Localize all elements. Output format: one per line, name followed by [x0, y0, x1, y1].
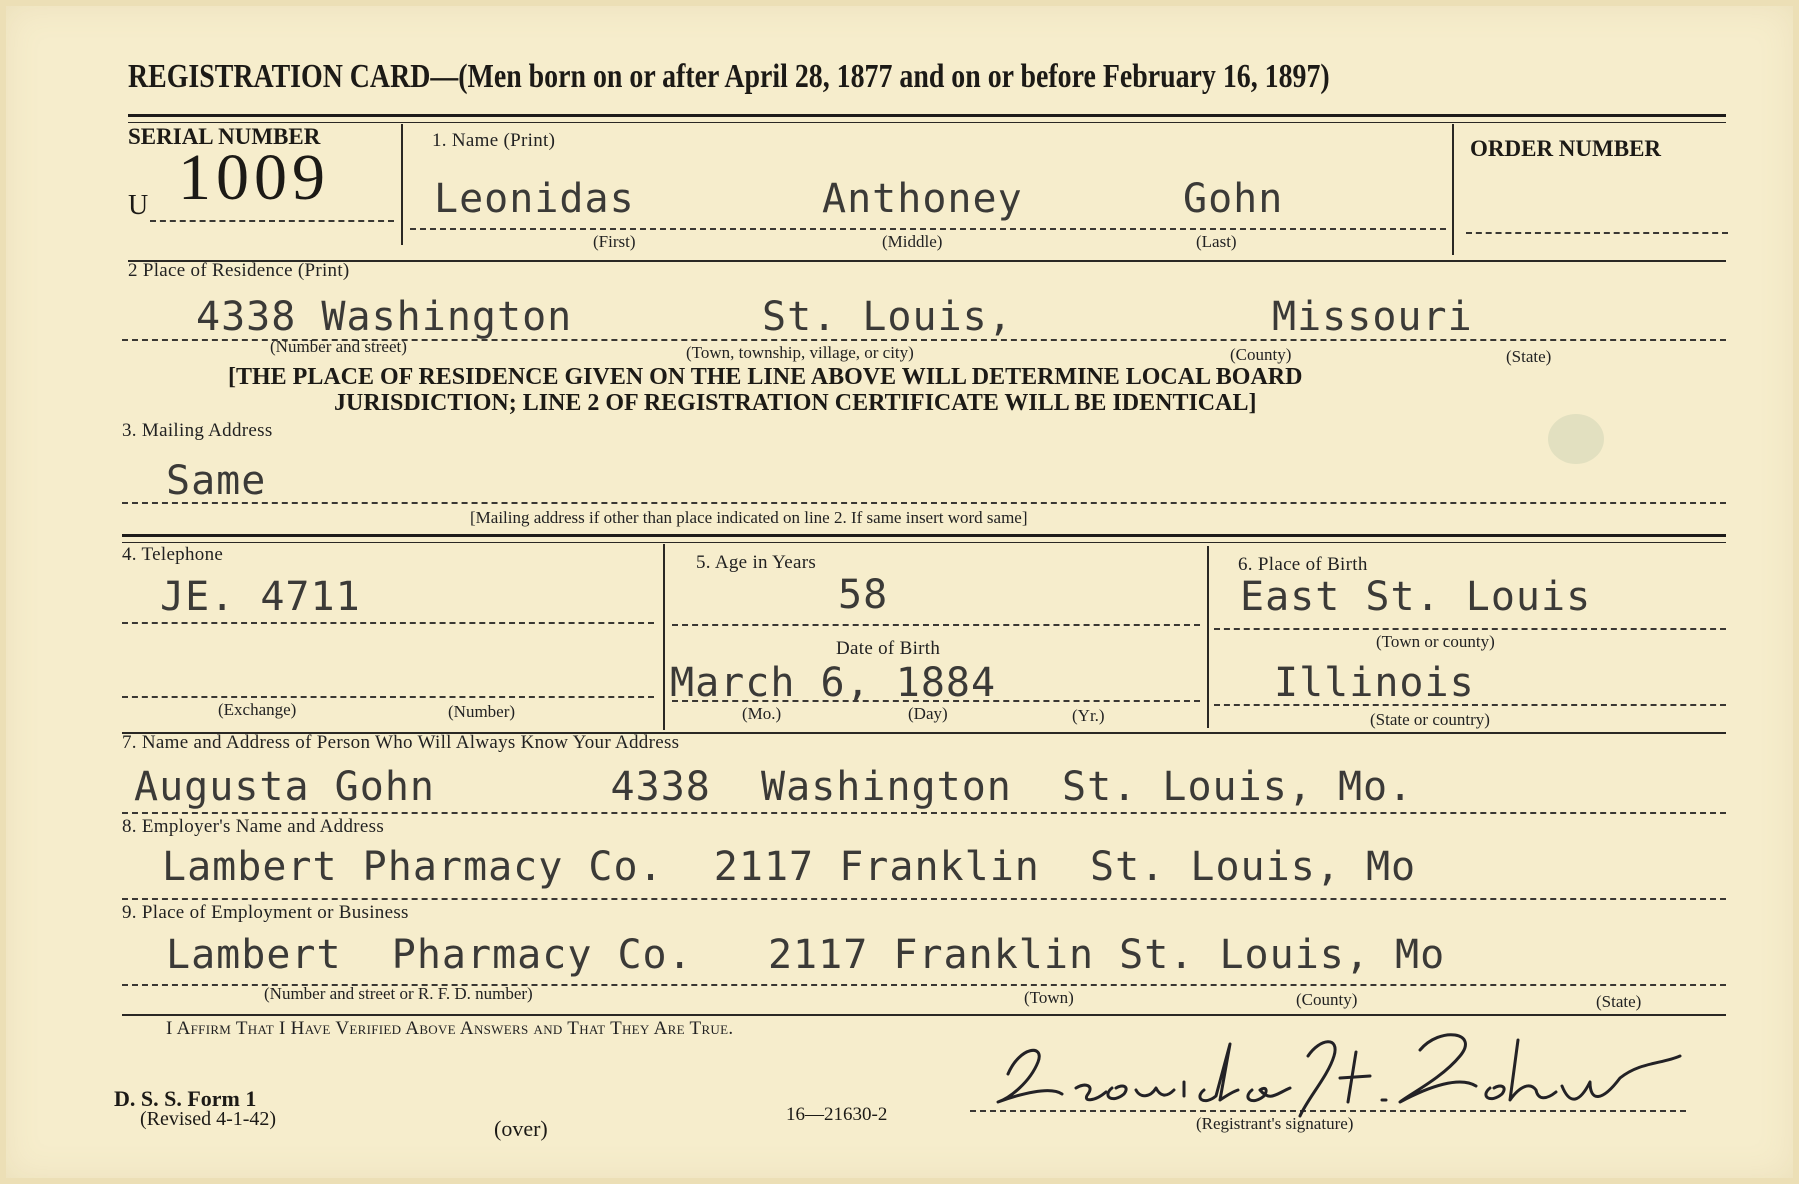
birthplace-label: 6. Place of Birth — [1238, 554, 1368, 575]
telephone-exchange-caption: (Exchange) — [218, 700, 297, 719]
dob-day-caption: (Day) — [908, 704, 948, 723]
name-middle-caption: (Middle) — [882, 232, 943, 251]
residence-street-caption: (Number and street) — [270, 337, 407, 356]
name-line — [410, 228, 1446, 230]
residence-city: St. Louis, — [762, 294, 1013, 340]
employment-value: Lambert Pharmacy Co. 2117 Franklin St. Louis, Mo — [166, 932, 1446, 978]
telephone-divider — [663, 544, 665, 730]
signature-caption: (Registrant's signature) — [1196, 1114, 1354, 1133]
form-number: D. S. S. Form 1 — [114, 1086, 257, 1111]
name-first-caption: (First) — [593, 232, 636, 251]
telephone-label: 4. Telephone — [122, 544, 224, 565]
age-value: 58 — [838, 572, 889, 618]
name-last: Gohn — [1183, 176, 1284, 222]
dob-line — [672, 700, 1200, 702]
mailing-line — [122, 502, 1726, 504]
contact-label: 7. Name and Address of Person Who Will Always Know Your Address — [122, 732, 680, 753]
birthplace-town: East St. Louis — [1240, 574, 1592, 620]
employment-state-caption: (State) — [1596, 992, 1642, 1011]
employment-county-caption: (County) — [1296, 990, 1358, 1009]
mailing-value: Same — [166, 458, 267, 504]
residence-notice-line2: JURISDICTION; LINE 2 OF REGISTRATION CERTIFICATE WILL BE IDENTICAL] — [334, 390, 1257, 416]
birthplace-town-caption: (Town or county) — [1376, 632, 1495, 651]
telephone-value: JE. 4711 — [160, 574, 361, 620]
birthplace-state-caption: (State or country) — [1370, 710, 1490, 729]
section-rule-1 — [128, 260, 1726, 262]
birthplace-town-line — [1214, 628, 1726, 630]
birthplace-state: Illinois — [1274, 660, 1475, 706]
name-first: Leonidas — [434, 176, 635, 222]
top-rule-thin — [128, 122, 1726, 123]
dob-mo-caption: (Mo.) — [742, 704, 782, 723]
dob-label: Date of Birth — [836, 638, 941, 659]
serial-divider — [401, 124, 403, 245]
order-divider — [1452, 124, 1454, 255]
residence-street: 4338 Washington — [196, 294, 573, 340]
employer-value: Lambert Pharmacy Co. 2117 Franklin St. Louis, Mo — [162, 844, 1417, 890]
registrant-signature — [990, 1016, 1690, 1120]
employment-street-caption: (Number and street or R. F. D. number) — [264, 984, 533, 1003]
residence-state-value: Missouri — [1272, 294, 1473, 340]
residence-notice-line1: [THE PLACE OF RESIDENCE GIVEN ON THE LINE ABOVE WILL DETERMINE LOCAL BOARD — [228, 364, 1303, 390]
telephone-line-1 — [122, 622, 654, 624]
residence-state-caption: (State) — [1506, 347, 1552, 366]
employment-town-caption: (Town) — [1024, 988, 1074, 1007]
order-label: ORDER NUMBER — [1470, 136, 1662, 161]
serial-line — [150, 220, 394, 222]
print-code: 16—21630-2 — [786, 1104, 888, 1125]
order-line — [1466, 232, 1728, 234]
telephone-line-2 — [122, 696, 654, 698]
serial-prefix: U — [128, 190, 149, 221]
serial-label: SERIAL NUMBER — [128, 124, 321, 149]
section-rule-2-thin — [122, 542, 1726, 543]
name-last-caption: (Last) — [1196, 232, 1237, 251]
residence-label: 2 Place of Residence (Print) — [128, 260, 350, 281]
contact-line — [122, 812, 1726, 814]
name-middle: Anthoney — [822, 176, 1023, 222]
serial-number: 1009 — [178, 141, 330, 214]
stain-mark — [1548, 414, 1604, 464]
employment-label: 9. Place of Employment or Business — [122, 902, 409, 923]
age-label: 5. Age in Years — [696, 552, 817, 573]
signature-drawing — [990, 1016, 1690, 1120]
dob-yr-caption: (Yr.) — [1072, 706, 1105, 725]
birthplace-state-line — [1214, 704, 1726, 706]
card-title-subtitle: —(Men born on or after April 28, 1877 and on or before February 16, 1897) — [430, 58, 1330, 95]
card-title — [128, 58, 1330, 96]
name-label: 1. Name (Print) — [432, 130, 556, 151]
affirm-text: I Affirm That I Have Verified Above Answers and That They Are True. — [166, 1018, 734, 1039]
employer-line — [122, 898, 1726, 900]
mailing-label: 3. Mailing Address — [122, 420, 273, 441]
residence-city-caption: (Town, township, village, or city) — [686, 343, 914, 362]
employer-label: 8. Employer's Name and Address — [122, 816, 385, 837]
telephone-number-caption: (Number) — [448, 702, 516, 721]
form-revised: (Revised 4-1-42) — [140, 1108, 277, 1130]
contact-value: Augusta Gohn 4338 Washington St. Louis, Mo. — [134, 764, 1414, 810]
mailing-caption: [Mailing address if other than place indicated on line 2. If same insert word same] — [470, 508, 1028, 527]
residence-county-caption: (County) — [1230, 345, 1292, 364]
over-note: (over) — [494, 1116, 548, 1141]
age-divider — [1207, 546, 1209, 728]
section-rule-2 — [122, 534, 1726, 537]
dob-value: March 6, 1884 — [670, 660, 997, 706]
card-title-main: REGISTRATION CARD — [128, 58, 431, 95]
age-line — [672, 624, 1200, 626]
top-rule — [128, 114, 1726, 117]
